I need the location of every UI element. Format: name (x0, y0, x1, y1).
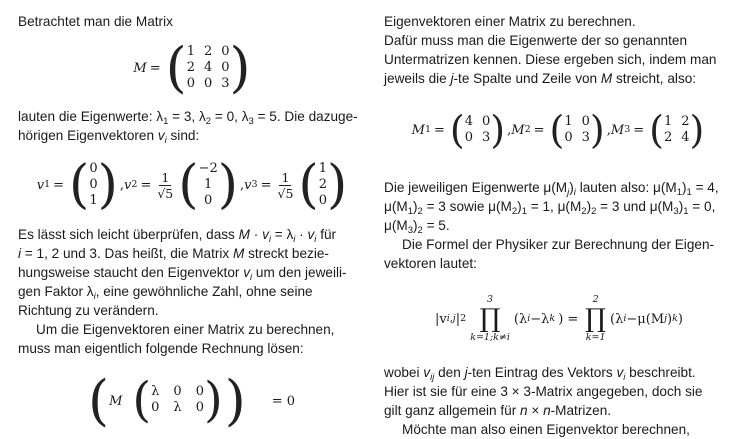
vector-v2: ( −2 1 0 ) (178, 155, 239, 215)
next-paragraph-partial: Möchte man also einen Eigenvektor berechnen, (402, 422, 690, 437)
vector-v3: ( 1 2 0 ) (298, 155, 348, 215)
matrix-m: ( 1 2 0 2 4 0 0 0 3 ) (165, 36, 251, 99)
verification-paragraph: Es lässt sich leicht überprüfen, dass $M \cdot v_i = \lambda_i \cdot v_i$ für i = 1, 2 und 3. Das heißt, die Matrix M streckt bezie- hungsweise staucht den Eigenvektor $v_i$ um den jeweili- gen Faktor $\lambda_i$, eine gewöhnliche Zahl, ohne seine Richtung zu verändern. (18, 227, 347, 318)
submatrix-eigenvalues-paragraph: Die jeweiligen Eigenwerte $\mu(M_j)_i$ lauten also: $\mu(M_1)_1 = 4$, $\mu(M_1)_2 = 3$ sowie $\mu(M_2)_1 = 1$, $\mu(M_2)_2 = 3$ und $\mu(M_3)_1 = 0$, $\mu(M_3)_2 = 5$. (384, 180, 719, 236)
calculation-paragraph: Um die Eigenvektoren einer Matrix zu berechnen, muss man eigentlich folgende Rechnung lösen: (18, 322, 335, 356)
vector-v1: ( 0 0 1 ) (69, 155, 118, 215)
submatrix-m1: ( 4 0 0 3 ) (449, 108, 506, 152)
submatrix-m3: ( 1 2 2 4 ) (649, 108, 705, 152)
submatrix-m2: ( 1 0 0 3 ) (549, 108, 605, 152)
product-operator-1: 3 ∏ k=1;k≠i (470, 294, 510, 343)
product-operator-2: 2 ∏ k=1 (585, 294, 606, 343)
formula-intro-paragraph: Die Formel der Physiker zur Berechnung der Eigen- vektoren lautet: (384, 237, 715, 271)
formula-explanation-paragraph: wobei $v_{ij}$ den j-ten Eintrag des Vektors $v_i$ beschreibt. Hier ist sie für eine 3 × 3-Matrix angegeben, doch sie gilt ganz allgemein für n × n-Matrizen. (384, 365, 703, 418)
eigenvectors-equation: v 1 = ( 0 0 1 ) , v 2 = $\frac{1}{√5}$ ( −2 1 0 ) , v 3 = $\frac{1}{√5}$ ( 1 2 0 ) (36, 155, 348, 215)
submatrix-intro: Eigenvektoren einer Matrix zu berechnen. Dafür muss man die Eigenwerte der so genannten Untermatrizen kennen. Diese ergeben sich, indem man jeweils die j-te Spalte und Zeile von M streicht, also: (384, 14, 717, 86)
matrix-m-label: M (133, 60, 147, 76)
eigenvalues-paragraph: lauten die Eigenwerte: $\lambda_1 = 3$, $\lambda_2 = 0$, $\lambda_3 = 5$. Die dazuge- hörigen Eigenvektoren $v_i$ sind: (18, 109, 358, 146)
fraction-v2: $\frac{1}{√5}$ (157, 169, 174, 201)
physicist-formula: |v i,j | 2 3 ∏ k=1;k≠i (λ i −λ k ) = 2 ∏ k=1 (λ i −μ(M j ) k ) (435, 294, 683, 343)
left-column (18, 12, 368, 432)
submatrices-equation: M 1 = ( 4 0 0 3 ) , M 2 = ( 1 0 0 3 ) , M 3 = ( 1 2 2 4 ) (411, 108, 705, 152)
bottom-matrix-equation: ( M ( λ 0 0 0 λ 0 ) ) = 0 (88, 369, 296, 432)
intro-text: Betrachtet man die Matrix (18, 14, 173, 29)
matrix-m-equation: M = ( 1 2 0 2 4 0 0 0 3 ) (133, 36, 251, 99)
right-column (384, 12, 734, 439)
fraction-v3: $\frac{1}{√5}$ (277, 169, 294, 201)
